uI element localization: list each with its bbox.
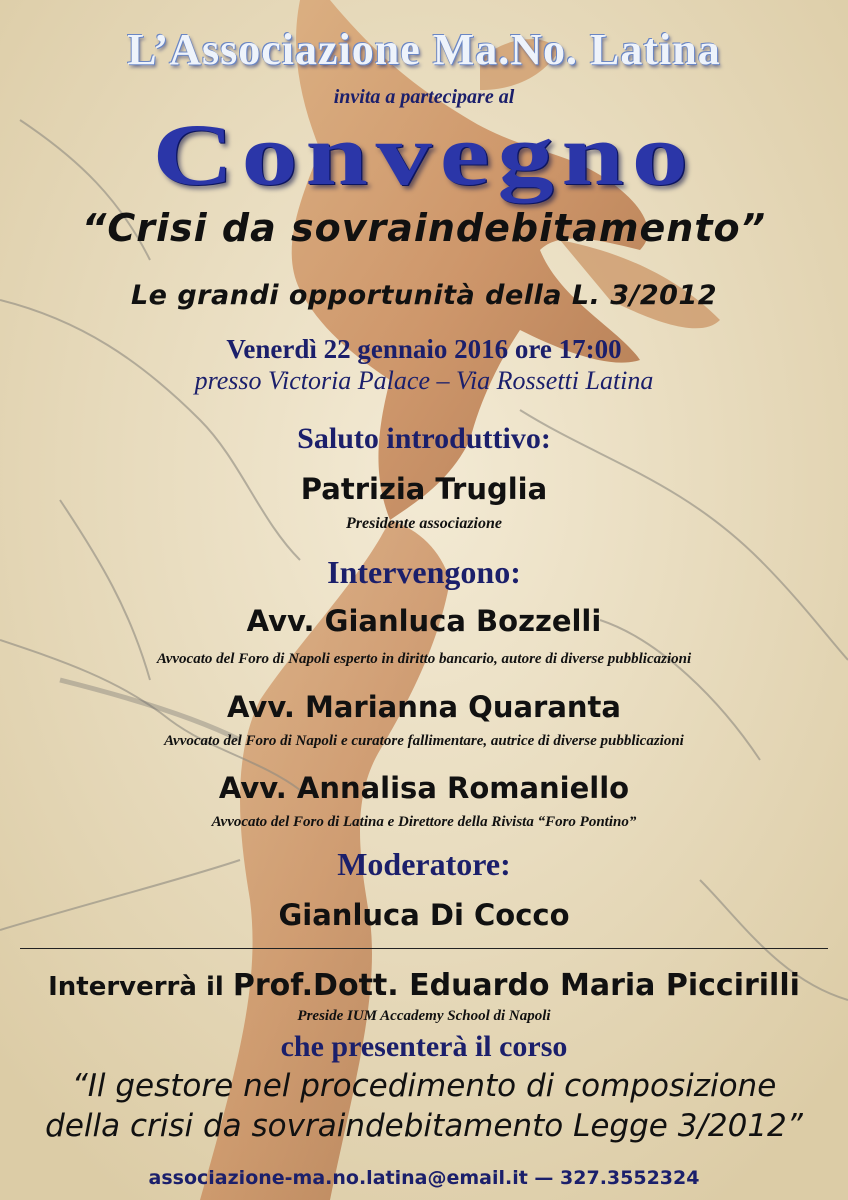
welcome-speaker-name: Patrizia Truglia — [300, 472, 548, 506]
course-title-line-2: della crisi da sovraindebitamento Legge 3/2012” — [45, 1108, 803, 1144]
guest-intro: Interverrà il — [48, 972, 233, 1002]
guest-name: Prof.Dott. Eduardo Maria Piccirilli — [232, 968, 800, 1003]
contact-info: associazione-ma.no.latina@email.it — 327.3552324 — [148, 1167, 700, 1189]
event-title: “Crisi da sovraindebitamento” — [81, 206, 767, 250]
course-title-line-1: “Il gestore nel procedimento di composizione — [71, 1068, 777, 1104]
speaker-role: Avvocato del Foro di Napoli e curatore fallimentare, autrice di diverse pubblicazioni — [164, 733, 684, 749]
moderator-heading: Moderatore: — [337, 846, 511, 882]
invite-text: invita a partecipare al — [333, 86, 515, 108]
guest-role: Preside IUM Accademy School di Napoli — [297, 1008, 551, 1024]
welcome-speaker-role: Presidente associazione — [346, 515, 502, 532]
event-venue: presso Victoria Palace – Via Rossetti Latina — [194, 366, 654, 395]
event-type-heading: Convegno — [152, 107, 696, 204]
speakers-heading: Intervengono: — [327, 554, 521, 590]
section-divider — [20, 948, 828, 949]
speaker-name: Avv. Annalisa Romaniello — [218, 771, 630, 805]
event-date-time: Venerdì 22 gennaio 2016 ore 17:00 — [226, 334, 622, 364]
guest-line — [0, 968, 848, 1003]
welcome-heading: Saluto introduttivo: — [297, 422, 551, 455]
course-intro: che presenterà il corso — [280, 1030, 568, 1063]
event-subtitle: Le grandi opportunità della L. 3/2012 — [130, 280, 718, 311]
speaker-role: Avvocato del Foro di Napoli esperto in diritto bancario, autore di diverse pubblicazioni — [156, 651, 692, 667]
speaker-role: Avvocato del Foro di Latina e Direttore della Rivista “Foro Pontino” — [211, 814, 637, 830]
speaker-name: Avv. Gianluca Bozzelli — [246, 604, 602, 638]
moderator-name: Gianluca Di Cocco — [278, 898, 570, 932]
speaker-name: Avv. Marianna Quaranta — [227, 690, 621, 724]
association-title: L’Associazione Ma.No. Latina — [127, 25, 721, 74]
